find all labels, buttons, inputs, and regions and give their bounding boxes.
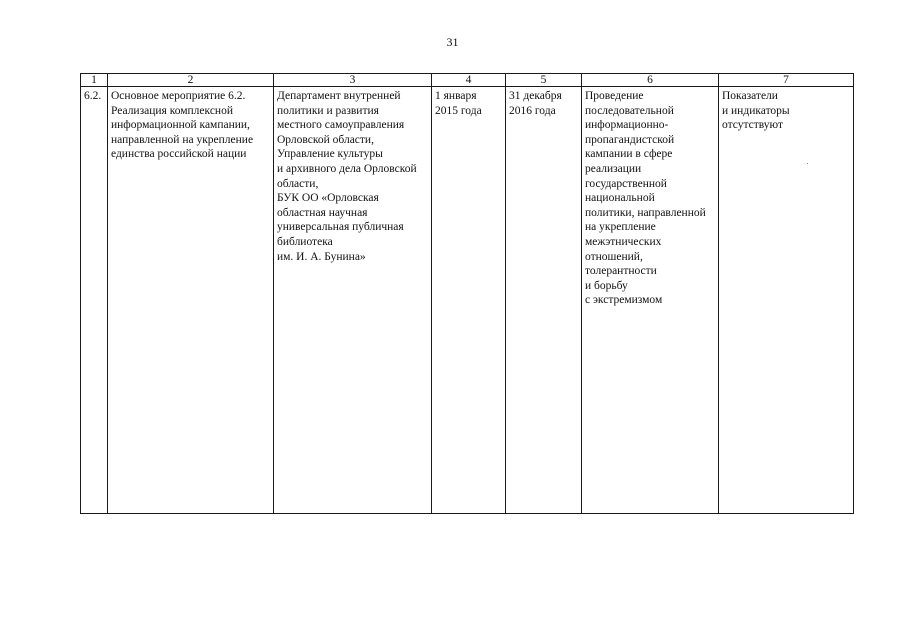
column-number-3: 3 [274,74,432,87]
measures-table [80,73,854,514]
executor-cell [274,87,432,514]
row-number: 6.2. [84,90,102,102]
indicators: Показатели и индикаторы отсутствуют [722,90,790,132]
executor-list: Департамент внутренней политики и развития местного самоуправления Орловской области, Управление культуры и архивного дела Орловской области, БУК ОО «Орловская областная научная универсальная публичная библиотека им. И. А. Бунина» [277,90,417,263]
column-number-2: 2 [108,74,274,87]
result-cell [582,87,719,514]
table-row [81,87,854,514]
column-number-6: 6 [582,74,719,87]
indicators-cell [719,87,854,514]
row-number-cell [81,87,108,514]
start-date-cell [432,87,506,514]
column-number-7: 7 [719,74,854,87]
page-number: 31 [446,35,459,49]
scan-speck [807,163,808,164]
end-date-cell [506,87,582,514]
end-date: 31 декабря 2016 года [509,90,562,117]
start-date: 1 января 2015 года [435,90,482,117]
column-number-5: 5 [506,74,582,87]
expected-result: Проведение последовательной информационно- пропагандистской кампании в сфере реализации государственной национальной политики, направленной на укрепление межэтнических отношений, толерантности и борьбу с экстремизмом [585,90,706,307]
table-header-row [81,74,854,87]
column-number-4: 4 [432,74,506,87]
column-number-1: 1 [81,74,108,87]
event-cell [108,87,274,514]
event-name: Основное мероприятие 6.2. Реализация комплексной информационной кампании, направленной на укрепление единства российской нации [111,90,254,161]
